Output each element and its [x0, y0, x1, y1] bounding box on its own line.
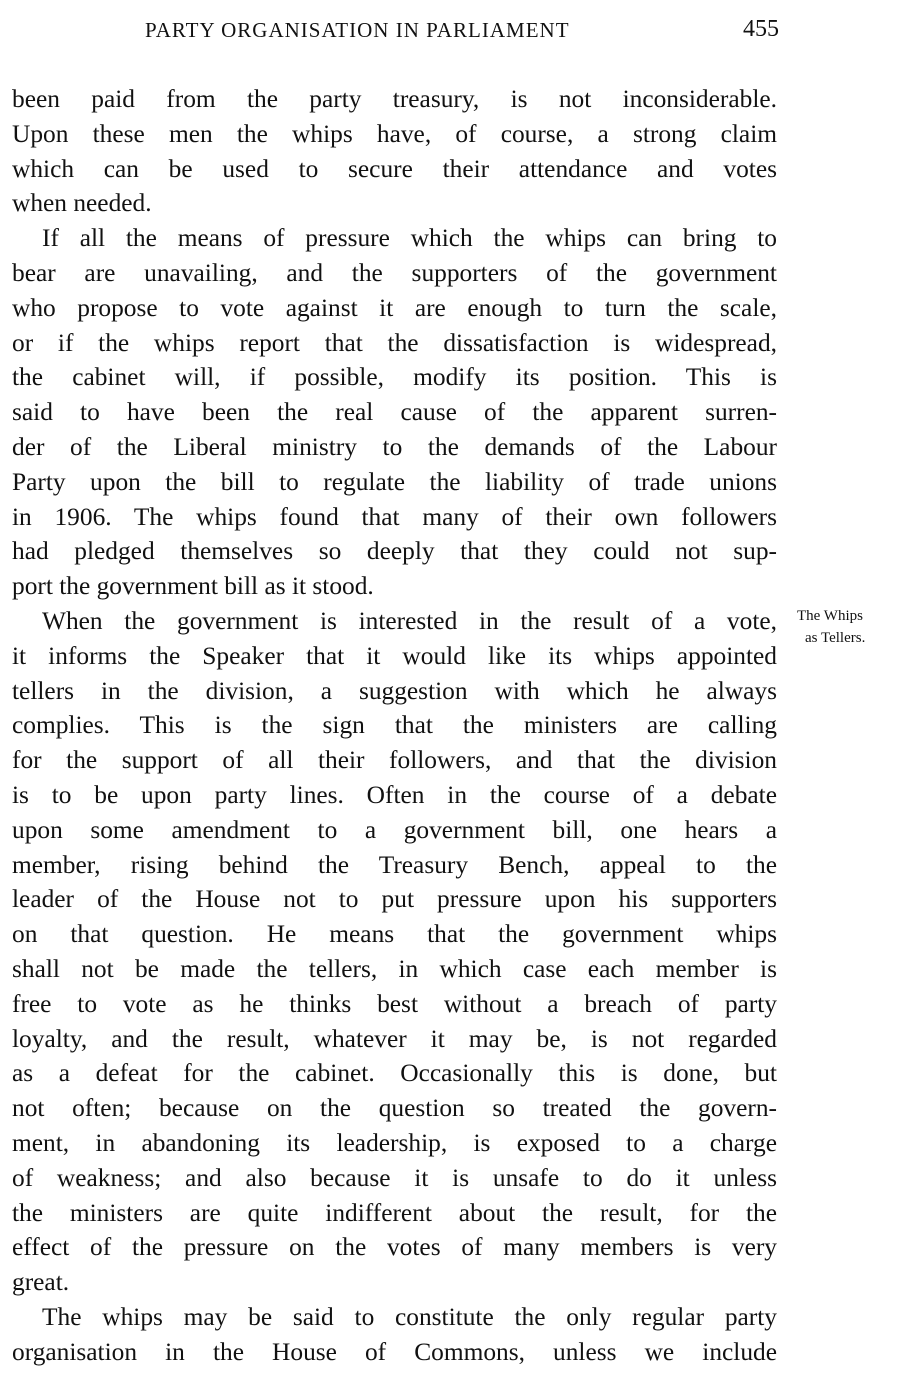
- page-number: 455: [743, 16, 779, 42]
- margin-note-line: The Whips: [797, 608, 863, 624]
- text-line: Party upon the bill to regulate the liability of trade unions: [12, 467, 777, 496]
- text-line: the ministers are quite indifferent about the result, for the: [12, 1198, 777, 1227]
- running-title: PARTY ORGANISATION IN PARLIAMENT: [145, 18, 570, 42]
- text-line: when needed.: [12, 189, 152, 218]
- text-line: loyalty, and the result, whatever it may be, is not regarded: [12, 1024, 777, 1053]
- text-line: it informs the Speaker that it would like its whips appointed: [12, 641, 777, 670]
- margin-note-line: as Tellers.: [805, 630, 866, 646]
- text-line: der of the Liberal ministry to the demands of the Labour: [12, 432, 777, 461]
- text-line: who propose to vote against it are enough to turn the scale,: [12, 293, 777, 322]
- text-line: free to vote as he thinks best without a breach of party: [12, 989, 777, 1018]
- text-line: tellers in the division, a suggestion with which he always: [12, 676, 777, 705]
- text-line: for the support of all their followers, and that the division: [12, 746, 777, 775]
- text-line: bear are unavailing, and the supporters of the government: [12, 258, 777, 287]
- text-line: in 1906. The whips found that many of their own followers: [12, 502, 777, 531]
- text-line: upon some amendment to a government bill, one hears a: [12, 815, 777, 844]
- text-line: which can be used to secure their attendance and votes: [12, 154, 777, 183]
- text-line: complies. This is the sign that the ministers are calling: [12, 711, 777, 740]
- text-line: been paid from the party treasury, is not inconsiderable.: [12, 85, 777, 113]
- text-line: said to have been the real cause of the apparent surren-: [12, 398, 777, 427]
- margin-note: [797, 605, 912, 649]
- text-line: is to be upon party lines. Often in the course of a debate: [12, 780, 777, 809]
- body-text: [12, 82, 777, 1369]
- text-line: leader of the House not to put pressure upon his supporters: [12, 885, 777, 914]
- text-line: or if the whips report that the dissatisfaction is widespread,: [12, 328, 777, 357]
- text-line: as a defeat for the cabinet. Occasionally this is done, but: [12, 1059, 777, 1088]
- running-head: [145, 18, 785, 48]
- text-line: shall not be made the tellers, in which case each member is: [12, 954, 777, 983]
- paragraph-first-line: The whips may be said to constitute the only regular party: [42, 1302, 777, 1331]
- text-line: the cabinet will, if possible, modify its position. This is: [12, 363, 777, 392]
- text-line: of weakness; and also because it is unsafe to do it unless: [12, 1163, 777, 1192]
- text-line: port the government bill as it stood.: [12, 572, 374, 601]
- paragraph-first-line: When the government is interested in the result of a vote,: [42, 606, 777, 635]
- text-line: on that question. He means that the government whips: [12, 920, 777, 949]
- text-line: Upon these men the whips have, of course, a strong claim: [12, 119, 777, 148]
- text-line: not often; because on the question so treated the govern-: [12, 1094, 777, 1123]
- text-line: member, rising behind the Treasury Bench, appeal to the: [12, 850, 777, 879]
- text-line: ment, in abandoning its leadership, is exposed to a charge: [12, 1128, 777, 1157]
- text-line: had pledged themselves so deeply that they could not sup-: [12, 537, 777, 566]
- paragraph-first-line: If all the means of pressure which the whips can bring to: [42, 224, 777, 253]
- text-line: organisation in the House of Commons, unless we include: [12, 1337, 777, 1366]
- text-line: great.: [12, 1268, 70, 1297]
- text-line: effect of the pressure on the votes of many members is very: [12, 1233, 777, 1262]
